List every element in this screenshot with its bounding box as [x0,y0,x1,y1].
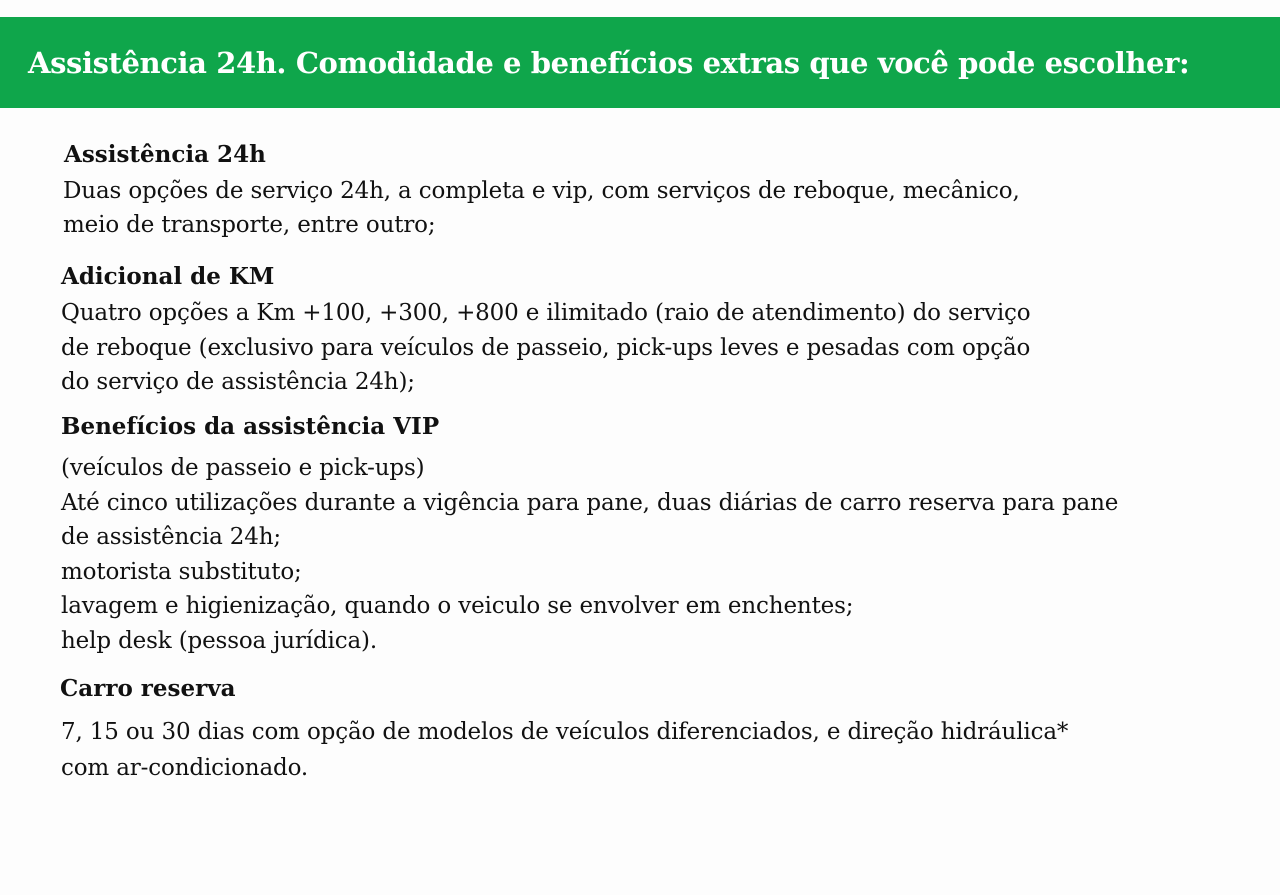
section-line: help desk (pessoa jurídica). [61,628,378,654]
section-line: com ar-condicionado. [61,755,309,781]
page-title: Assistência 24h. Comodidade e benefícios extras que você pode escolher: [28,45,1190,80]
section-line: lavagem e higienização, quando o veiculo se envolver em enchentes; [61,593,854,619]
section-line: (veículos de passeio e pick-ups) [61,455,425,481]
section-line: de assistência 24h; [61,524,282,550]
section-title-carro-reserva: Carro reserva [60,675,236,702]
section-line: motorista substituto; [61,559,302,585]
section-title-adicional-km: Adicional de KM [61,263,275,290]
section-line: meio de transporte, entre outro; [63,212,436,238]
section-title-beneficios-vip: Benefícios da assistência VIP [61,413,440,440]
section-line: 7, 15 ou 30 dias com opção de modelos de veículos diferenciados, e direção hidráulica* [61,719,1069,745]
section-line: do serviço de assistência 24h); [61,369,415,395]
section-line: Quatro opções a Km +100, +300, +800 e ilimitado (raio de atendimento) do serviço [61,300,1031,326]
section-line: Duas opções de serviço 24h, a completa e vip, com serviços de reboque, mecânico, [63,178,1020,204]
section-line: Até cinco utilizações durante a vigência para pane, duas diárias de carro reserva para pane [61,490,1119,516]
section-line: de reboque (exclusivo para veículos de passeio, pick-ups leves e pesadas com opção [61,335,1031,361]
section-title-assistencia-24h: Assistência 24h [64,141,266,168]
